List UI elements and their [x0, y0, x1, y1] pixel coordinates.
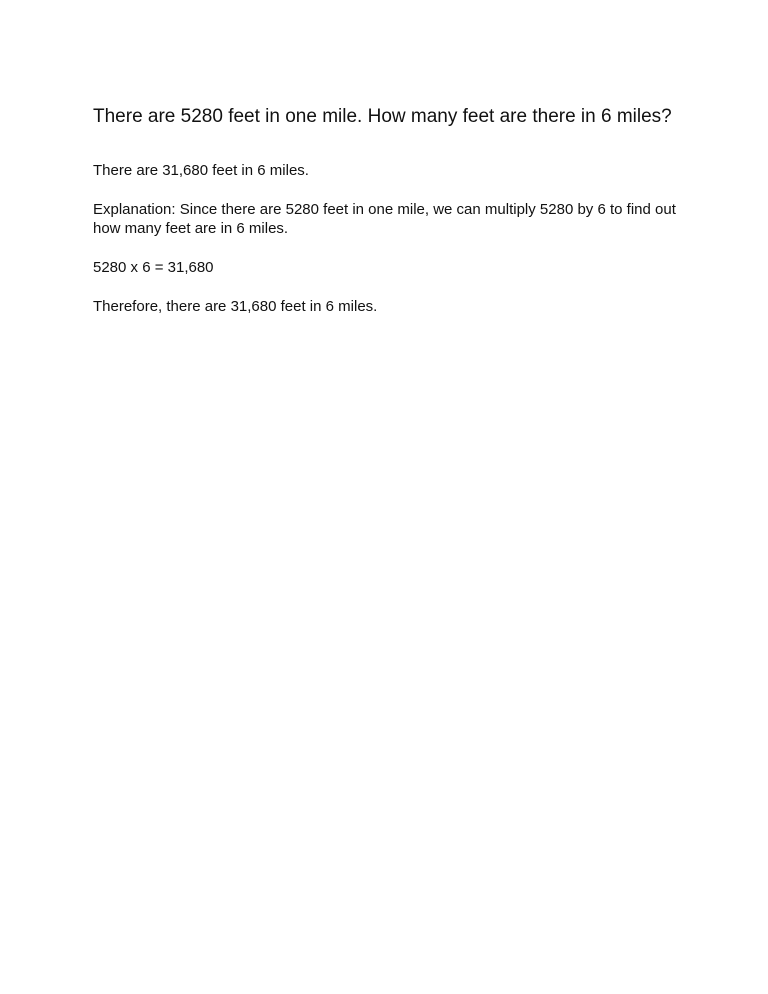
document-page: [93, 105, 693, 336]
question-heading: There are 5280 feet in one mile. How many feet are there in 6 miles?: [93, 106, 672, 127]
calculation-paragraph: 5280 x 6 = 31,680: [93, 259, 214, 276]
explanation-paragraph: Explanation: Since there are 5280 feet in one mile, we can multiply 5280 by 6 to find out how many feet are in 6 miles.: [93, 201, 676, 237]
answer-paragraph: There are 31,680 feet in 6 miles.: [93, 162, 309, 179]
conclusion-paragraph: Therefore, there are 31,680 feet in 6 miles.: [93, 298, 378, 315]
